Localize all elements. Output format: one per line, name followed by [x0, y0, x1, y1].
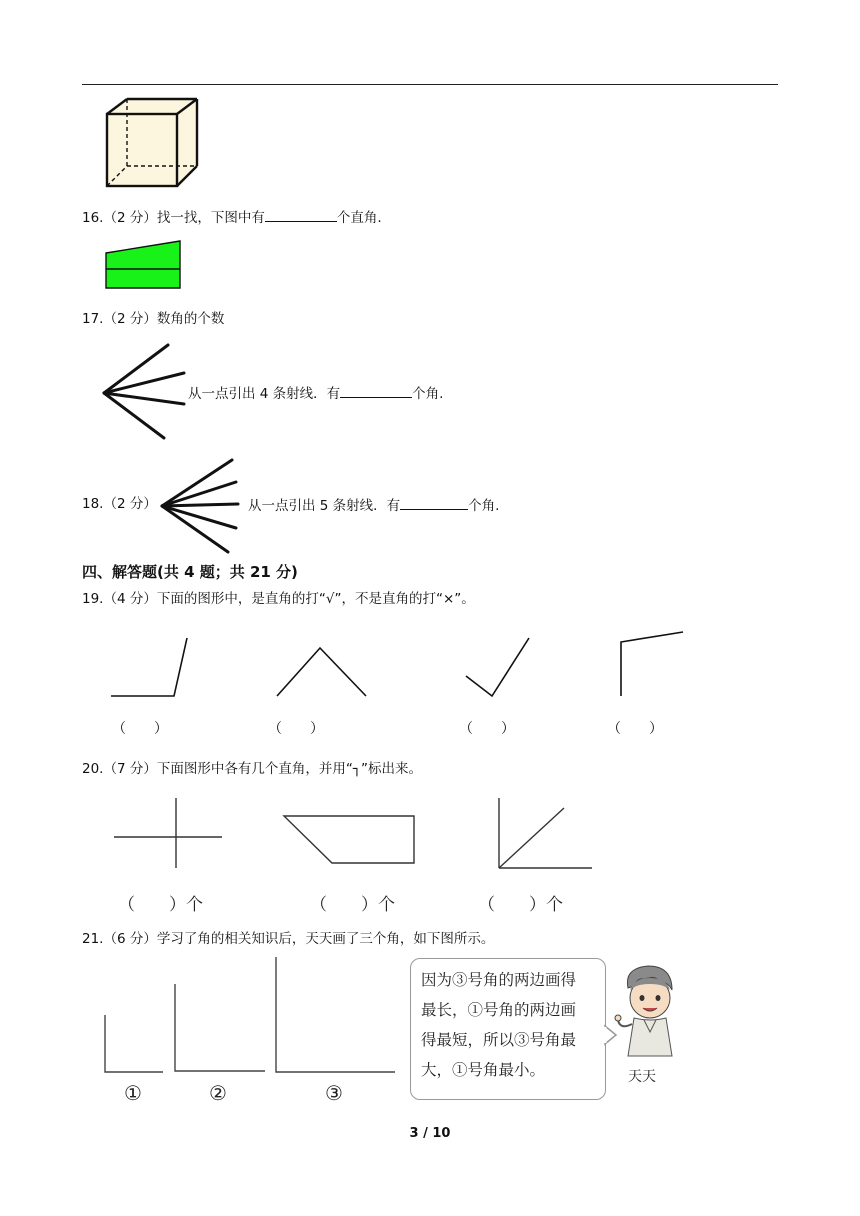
question-number: 20. — [82, 761, 104, 777]
question-number: 16. — [82, 210, 104, 226]
q19-answer-4[interactable]: （ ） — [607, 721, 663, 737]
section-title: 四、解答题(共 4 题；共 21 分) — [82, 563, 298, 581]
q19-angle-2 — [274, 644, 370, 700]
question-text: 找一找，下图中有 — [156, 210, 265, 226]
question-score: （2 分） — [103, 311, 157, 327]
q21-label-2: ② — [209, 1081, 227, 1105]
header-rule — [82, 84, 778, 85]
cube-figure — [100, 94, 210, 192]
q19-angle-4 — [615, 628, 687, 700]
q19-answer-3[interactable]: （ ） — [459, 721, 515, 737]
q19-angle-1 — [108, 634, 192, 700]
question-text: 数角的个数 — [156, 311, 225, 327]
question-number: 17. — [82, 311, 104, 327]
answer-blank[interactable] — [265, 207, 337, 222]
question-number: 18. — [82, 496, 104, 512]
answer-blank[interactable] — [400, 495, 468, 510]
speech-bubble — [410, 958, 606, 1100]
question-20 — [82, 760, 422, 778]
question-score: （7 分） — [103, 761, 157, 777]
q21-label-3: ③ — [325, 1081, 343, 1105]
q20-answer-3[interactable]: （ ）个 — [478, 895, 563, 915]
answer-blank[interactable] — [340, 383, 412, 398]
q20-answer-1[interactable]: （ ）个 — [118, 895, 203, 915]
trapezoid-figure — [105, 240, 185, 292]
q20-answer-2[interactable]: （ ）个 — [310, 895, 395, 915]
boy-character-illustration — [610, 960, 690, 1060]
question-text: 下面的图形中，是直角的打“√”，不是直角的打“×”。 — [156, 591, 475, 607]
question-number: 19. — [82, 591, 104, 607]
question-text: 学习了角的相关知识后，天天画了三个角，如下图所示。 — [156, 931, 495, 947]
q19-angle-3 — [463, 634, 533, 700]
rays-5-figure — [158, 456, 240, 556]
question-21 — [82, 930, 494, 948]
question-19 — [82, 590, 475, 608]
question-text: 下面图形中各有几个直角，并用“┐”标出来。 — [156, 761, 422, 777]
question-number: 21. — [82, 931, 104, 947]
question-16 — [82, 207, 382, 227]
bubble-line: 大，①号角最小。 — [421, 1061, 546, 1079]
rays-4-caption: 从一点引出 4 条射线．有 个角. — [188, 383, 443, 403]
question-score: （6 分） — [103, 931, 157, 947]
bubble-line: 因为③号角的两边画得 — [421, 971, 577, 989]
q21-angle-2 — [173, 983, 267, 1073]
bubble-line: 得最短，所以③号角最 — [421, 1031, 577, 1049]
question-score: （2 分） — [103, 496, 157, 512]
q19-answer-1[interactable]: （ ） — [112, 721, 168, 737]
q20-trapezoid-figure — [282, 814, 418, 866]
bubble-line: 最长，①号角的两边画 — [421, 1001, 577, 1019]
character-name: 天天 — [628, 1069, 656, 1085]
rays-4-figure — [100, 340, 190, 445]
q21-label-1: ① — [124, 1081, 142, 1105]
question-18 — [82, 495, 157, 513]
question-score: （4 分） — [103, 591, 157, 607]
q20-cross-figure — [112, 796, 226, 870]
question-text-after: 个直角. — [336, 210, 382, 226]
q20-angle-figure — [496, 796, 596, 872]
rays-5-caption: 从一点引出 5 条射线．有 个角. — [248, 495, 499, 515]
q21-angle-1 — [103, 1014, 165, 1074]
q21-angle-3 — [274, 956, 398, 1074]
question-score: （2 分） — [103, 210, 157, 226]
question-17 — [82, 310, 224, 328]
q19-answer-2[interactable]: （ ） — [268, 721, 324, 737]
page-number: 3 / 10 — [409, 1126, 451, 1141]
